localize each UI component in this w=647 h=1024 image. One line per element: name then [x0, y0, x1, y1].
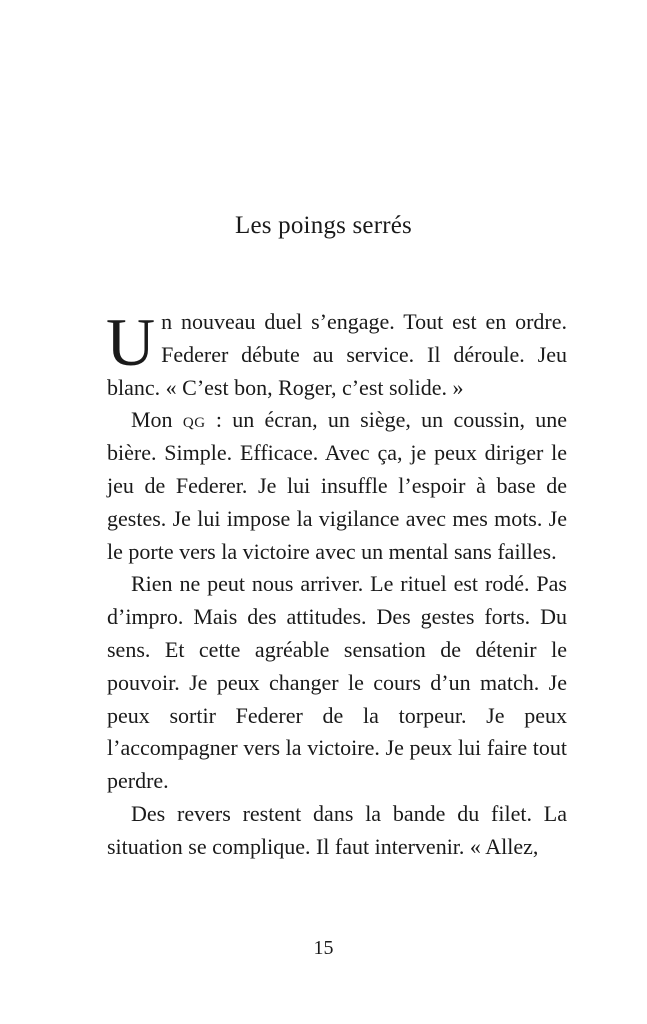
chapter-title: Les poings serrés — [235, 212, 412, 239]
paragraph-2-lead: Mon — [131, 407, 183, 433]
paragraph-1 — [107, 306, 567, 404]
drop-cap: U — [106, 304, 156, 380]
chapter-body — [107, 306, 567, 864]
paragraph-1-text: n nouveau duel s’engage. Tout est en ordre. Federer débute au service. Il déroule. Jeu blanc. « C’est bon, Roger, c’est solide. » — [107, 309, 567, 400]
abbreviation-qg: qg — [182, 407, 206, 433]
paragraph-4-text: Des revers restent dans la bande du filet. La situation se complique. Il faut intervenir. « Allez, — [107, 800, 567, 859]
paragraph-4 — [107, 798, 567, 864]
paragraph-2-text: : un écran, un siège, un coussin, une bière. Simple. Efficace. Avec ça, je peux diriger le jeu de Federer. Je lui insuffle l’espoir à base de gestes. Je lui impose la vigilance avec mes mots. Je le porte vers la victoire avec un mental sans failles. — [107, 407, 568, 564]
paragraph-3 — [107, 568, 567, 798]
page-number: 15 — [313, 937, 334, 959]
paragraph-3-text: Rien ne peut nous arriver. Le rituel est rodé. Pas d’impro. Mais des attitudes. Des gestes forts. Du sens. Et cette agréable sensation de détenir le pouvoir. Je peux changer le cours d’un match. Je peux sortir Federer de la torpeur. Je peux l’accompagner vers la victoire. Je peux lui faire tout perdre. — [107, 571, 567, 794]
paragraph-2 — [107, 404, 567, 568]
